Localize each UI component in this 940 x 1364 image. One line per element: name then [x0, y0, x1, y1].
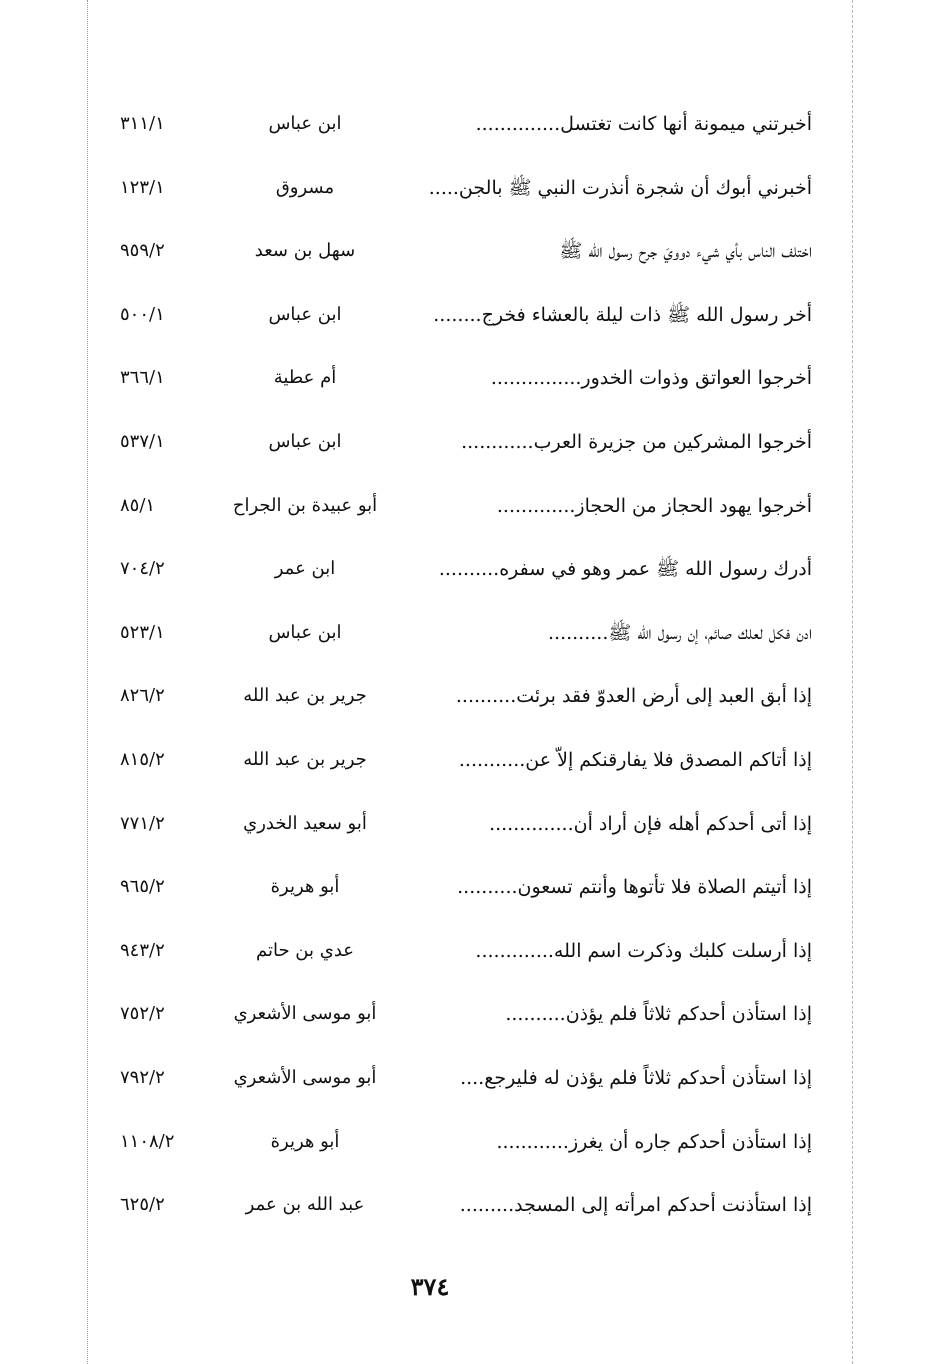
index-entry	[120, 286, 820, 350]
hadith-text: إذا أبق العبد إلى أرض العدوّ فقد برئت..........	[455, 685, 812, 708]
hadith-text: إذا استأذنت أحدكم امرأته إلى المسجد.........	[459, 1194, 812, 1217]
narrator-name: أبو سعيد الخدري	[243, 812, 367, 834]
scan-margin-line-right	[852, 0, 853, 1364]
narrator-name: أبو موسى الأشعري	[233, 1003, 377, 1025]
hadith-text: أخر رسول الله ﷺ ذات ليلة بالعشاء فخرج........	[433, 303, 812, 326]
index-entry	[120, 922, 820, 986]
hadith-text: إذا أتى أحدكم أهله فإن أراد أن..............	[489, 812, 812, 835]
index-entry	[120, 985, 820, 1049]
narrator-name: أم عطية	[273, 367, 337, 389]
volume-page-ref: ٦٢٥/٢	[120, 1194, 165, 1216]
hadith-text: أخرجوا العواتق وذوات الخدور...............	[490, 367, 812, 390]
volume-page-ref: ٧٥٢/٢	[120, 1003, 165, 1025]
index-entry	[120, 540, 820, 604]
hadith-text: إذا استأذن أحدكم ثلاثاً فلم يؤذن له فليرجع....	[460, 1066, 812, 1089]
volume-page-ref: ٩٦٥/٢	[120, 876, 165, 898]
index-entry	[120, 858, 820, 922]
volume-page-ref: ٨٢٦/٢	[120, 685, 165, 707]
index-entry	[120, 795, 820, 859]
hadith-text: أدرك رسول الله ﷺ عمر وهو في سفره..........	[438, 558, 812, 581]
volume-page-ref: ٩٤٣/٢	[120, 939, 165, 961]
volume-page-ref: ٥٣٧/١	[120, 430, 165, 452]
hadith-text: ادن فكل لعلك صائم، إن رسول الله ﷺ..........	[547, 621, 812, 644]
hadith-text: إذا استأذن أحدكم جاره أن يغرز............	[496, 1130, 812, 1153]
index-entry	[120, 1049, 820, 1113]
narrator-name: أبو موسى الأشعري	[233, 1066, 377, 1088]
index-entry	[120, 349, 820, 413]
hadith-text: إذا استأذن أحدكم ثلاثاً فلم يؤذن..........	[505, 1003, 812, 1026]
narrator-name: ابن عباس	[268, 430, 342, 452]
index-entry	[120, 1176, 820, 1240]
volume-page-ref: ٧٩٢/٢	[120, 1066, 165, 1088]
index-entry	[120, 667, 820, 731]
narrator-name: ابن عمر	[274, 558, 336, 580]
narrator-name: جرير بن عبد الله	[243, 748, 367, 770]
scan-margin-line-left	[87, 0, 88, 1364]
index-entry	[120, 731, 820, 795]
volume-page-ref: ٨١٥/٢	[120, 748, 165, 770]
narrator-name: أبو عبيدة بن الجراح	[232, 494, 378, 516]
narrator-name: ابن عباس	[268, 303, 342, 325]
hadith-index-list	[120, 95, 820, 1240]
hadith-text: أخبرني أبوك أن شجرة أنذرت النبي ﷺ بالجن.....	[428, 176, 812, 199]
page-number: ٣٧٤	[410, 1272, 450, 1301]
volume-page-ref: ٩٥٩/٢	[120, 240, 165, 262]
index-entry	[120, 604, 820, 668]
hadith-text: أخبرتني ميمونة أنها كانت تغتسل..............	[475, 113, 812, 135]
index-entry	[120, 477, 820, 541]
narrator-name: ابن عباس	[268, 113, 342, 134]
hadith-text: أخرجوا يهود الحجاز من الحجاز.............	[496, 494, 812, 517]
index-entry	[120, 222, 820, 286]
narrator-name: عبد الله بن عمر	[245, 1194, 365, 1216]
volume-page-ref: ٥٠٠/١	[120, 303, 165, 325]
index-entry	[120, 95, 820, 159]
volume-page-ref: ٥٢٣/١	[120, 621, 165, 643]
hadith-text: اختلف الناس بأي شيء دوويَ جرح رسول الله ﷺ	[559, 240, 812, 263]
index-entry	[120, 1113, 820, 1177]
volume-page-ref: ١١٠٨/٢	[120, 1130, 175, 1152]
volume-page-ref: ٧٠٤/٢	[120, 558, 165, 580]
narrator-name: أبو هريرة	[270, 1130, 340, 1152]
volume-page-ref: ٧٧١/٢	[120, 812, 165, 834]
hadith-text: إذا أتيتم الصلاة فلا تأتوها وأنتم تسعون..........	[457, 876, 812, 899]
hadith-text: أخرجوا المشركين من جزيرة العرب............	[461, 430, 812, 453]
hadith-text: إذا أرسلت كلبك وذكرت اسم الله.............	[475, 939, 812, 962]
index-entry	[120, 413, 820, 477]
index-entry	[120, 159, 820, 223]
narrator-name: سهل بن سعد	[254, 240, 356, 262]
volume-page-ref: ٨٥/١	[120, 494, 156, 516]
narrator-name: أبو هريرة	[270, 876, 340, 898]
narrator-name: ابن عباس	[268, 621, 342, 643]
hadith-text: إذا أتاكم المصدق فلا يفارقنكم إلاّ عن...........	[458, 748, 812, 771]
volume-page-ref: ١٢٣/١	[120, 176, 165, 198]
volume-page-ref: ٣٦٦/١	[120, 367, 165, 389]
narrator-name: مسروق	[275, 176, 335, 198]
volume-page-ref: ٣١١/١	[120, 113, 165, 134]
narrator-name: جرير بن عبد الله	[243, 685, 367, 707]
narrator-name: عدي بن حاتم	[255, 939, 355, 961]
